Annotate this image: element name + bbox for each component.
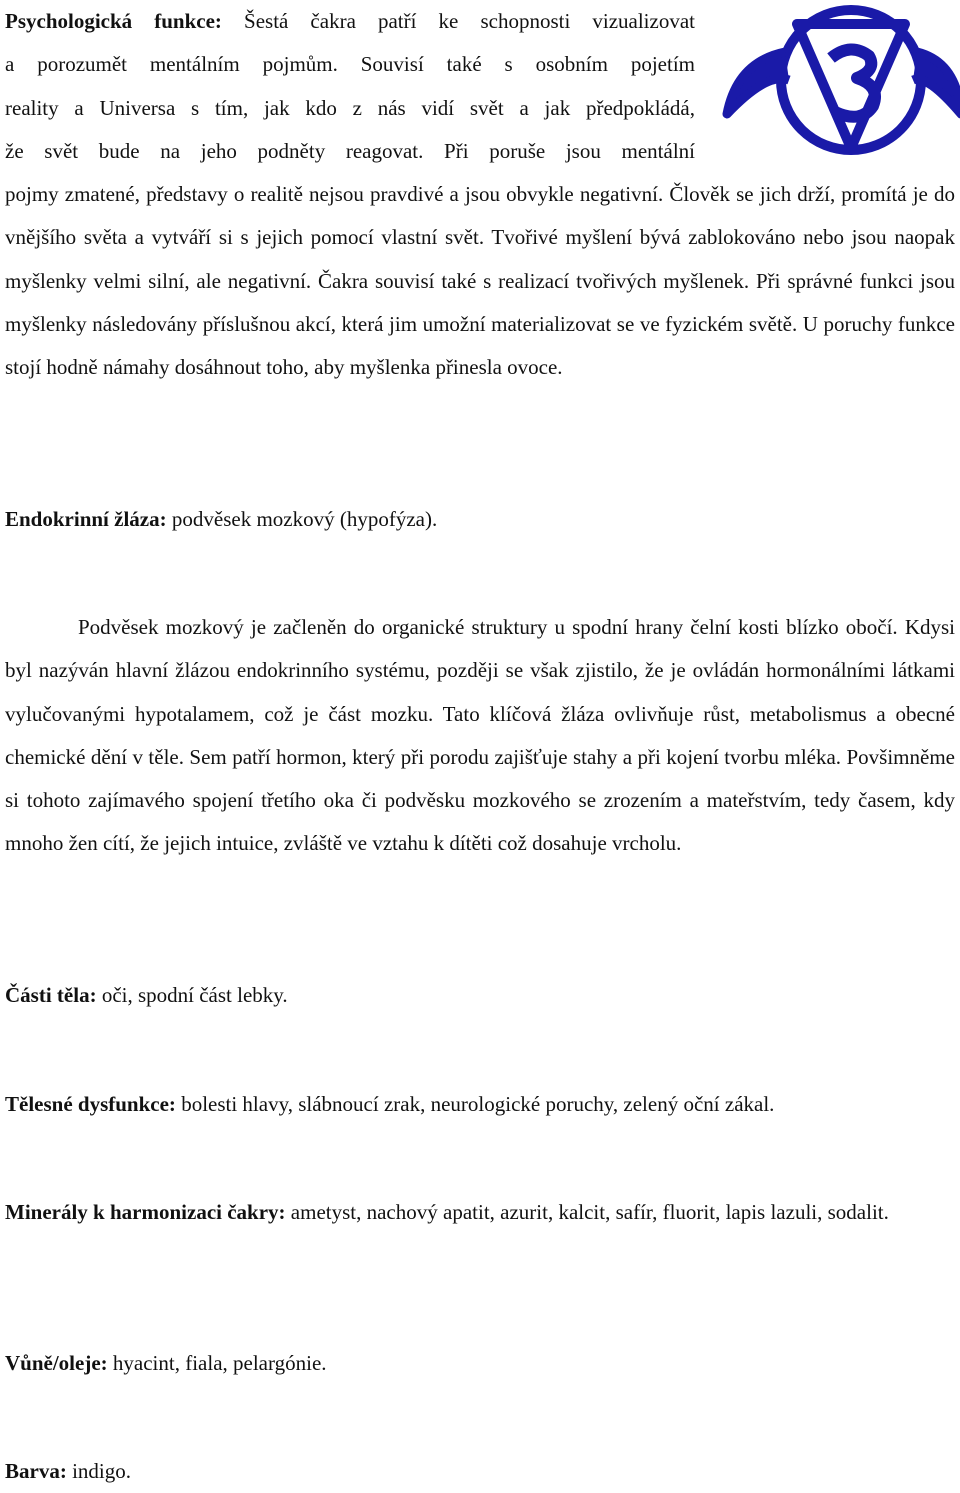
psych-line-3: reality a Universa s tím, jak kdo z nás vidí svět a jak předpokládá, [5, 95, 695, 120]
psych-line-4: že svět bude na jeho podněty reagovat. Při poruše jsou mentální [5, 138, 695, 163]
minerals-section [5, 1191, 955, 1234]
psych-line-2: a porozumět mentálním pojmům. Souvisí také s osobním pojetím [5, 52, 695, 77]
dysfunctions-value: bolesti hlavy, slábnoucí zrak, neurologické poruchy, zelený oční zákal. [181, 1092, 775, 1116]
scents-value: hyacint, fiala, pelargónie. [112, 1351, 327, 1375]
dysfunctions-section [5, 1083, 955, 1126]
scents-section [5, 1342, 955, 1385]
color-label: Barva: [5, 1459, 67, 1483]
endocrine-gland-section [5, 498, 955, 541]
minerals-label: Minerály k harmonizaci čakry: [5, 1200, 286, 1224]
pituitary-paragraph: Podvěsek mozkový je začleněn do organické struktury u spodní hrany čelní kosti blízko obočí. Kdysi byl nazýván hlavní žlázou endokrinního systému, později se však zjistilo, že je ovládán hormonálními látkami vylučovanými hypotalamem, což je část mozku. Tato klíčová žláza ovlivňuje růst, metabolismus a obecné chemické dění v těle. Sem patří hormon, který při porodu zajišťuje stahy a při kojení tvorbu mléka. Povšimněme si tohoto zajímavého spojení třetího oka či podvěsku mozkového se zrozením a mateřstvím, tedy časem, kdy mnoho žen cítí, že jejich intuice, zvláště ve vztahu k dítěti což dosahuje vrcholu. [5, 615, 955, 856]
color-value: indigo. [72, 1459, 131, 1483]
endocrine-value: podvěsek mozkový (hypofýza). [171, 507, 438, 531]
psych-line-1: Psychologická funkce: Šestá čakra patří ke schopnosti vizualizovat [5, 9, 695, 33]
body-parts-label: Části těla: [5, 983, 97, 1007]
psych-text-rest: pojmy zmatené, představy o realitě nejsou pravdivé a jsou obvykle negativní. Člověk se jich drží, promítá je do vnějšího světa a vytváří si s jejich pomocí vlastní svět. Tvořivé myšlení bývá zablokováno nebo jsou naopak myšlenky velmi silní, ale negativní. Čakra souvisí také s realizací tvořivých myšlenek. Při správné funkci jsou myšlenky následovány příslušnou akcí, která jim umožní materializovat se ve fyzickém světě. U poruchy funkce stojí hodně námahy dosáhnout toho, aby myšlenka přinesla ovoce. [5, 182, 955, 380]
dysfunctions-label: Tělesné dysfunkce: [5, 1092, 176, 1116]
body-parts-value: oči, spodní část lebky. [101, 983, 288, 1007]
scents-label: Vůně/oleje: [5, 1351, 108, 1375]
endocrine-label: Endokrinní žláza: [5, 507, 167, 531]
minerals-value: ametyst, nachový apatit, azurit, kalcit, safír, fluorit, lapis lazuli, sodalit. [290, 1200, 889, 1224]
color-section [5, 1450, 955, 1493]
pituitary-section [5, 606, 955, 866]
psych-label: Psychologická funkce: [5, 9, 222, 33]
psychological-function-section [5, 0, 955, 390]
body-parts-section [5, 974, 955, 1017]
